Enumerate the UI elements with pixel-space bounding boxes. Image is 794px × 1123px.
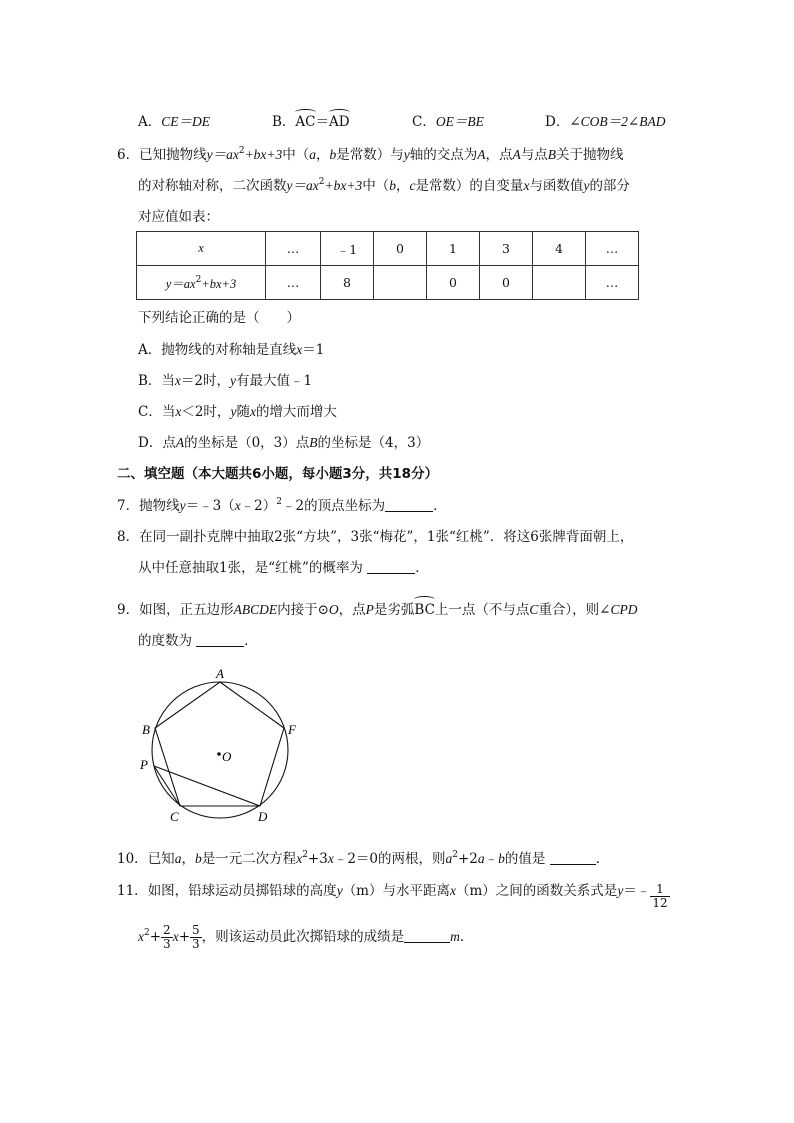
q6-option-c: C．当x＜2时，y随x的增大而增大 (138, 404, 337, 420)
segment-pc (154, 766, 180, 806)
q6-option-a: A．抛物线的对称轴是直线x＝1 (138, 342, 325, 358)
answer-blank[interactable] (550, 851, 596, 865)
label-f: F (288, 722, 296, 737)
table-cell: 3 (480, 232, 533, 266)
fraction: $\frac{1}{12}$ (652, 882, 668, 910)
value-table (136, 231, 639, 300)
segment-pd (154, 766, 260, 806)
answer-blank[interactable] (404, 929, 450, 943)
fraction: $\frac{2}{3}$ (163, 923, 171, 951)
center-point (217, 752, 221, 756)
label-o: O (222, 749, 232, 764)
circle-o (152, 682, 288, 818)
fraction: $\frac{5}{3}$ (192, 923, 200, 951)
q11-line-2: $x^2+$ $\frac{2}{3}$ x+ $\frac{5}{3}$ ，则该运动员此次掷铅球的成绩是 m． (138, 923, 474, 951)
table-cell: … (266, 266, 321, 300)
table-cell (374, 266, 427, 300)
answer-blank[interactable] (367, 560, 415, 574)
q5-option-d: D．∠COB＝2∠BAD (545, 114, 666, 130)
pentagon-circle-figure (138, 664, 308, 826)
label-b: B (142, 722, 150, 737)
table-cell: 1 (427, 232, 480, 266)
q8-line-2: 从中任意抽取1张，是“红桃”的概率为 ． (138, 560, 429, 576)
q5-option-b: B．AC＝AD (272, 114, 350, 130)
q8-line-1: 8．在同一副扑克牌中抽取2张“方块”，3张“梅花”，1张“红桃”．将这6张牌背面朝上， (117, 529, 634, 545)
table-cell: 4 (533, 232, 586, 266)
table-cell: x (137, 232, 266, 266)
q10: 10．已知a，b是一元二次方程$x^2+3x﹣2=0$的两根，则$a^2+2a﹣b$的值是 ． (117, 850, 610, 867)
table-cell: ﹣1 (321, 232, 374, 266)
label-p: P (140, 757, 148, 772)
q6-option-b: B．当x＝2时，y有最大值﹣1 (138, 373, 313, 389)
q9-line-2: 的度数为 ． (138, 633, 258, 649)
arc-bc: BC (414, 602, 435, 618)
q6-line-1: 6．已知抛物线$y=ax^2+bx+3$中（a，b是常数）与y轴的交点为A，点A与点B关于抛物线 (117, 146, 624, 163)
table-cell: … (586, 232, 639, 266)
table-cell: 0 (374, 232, 427, 266)
q6-line-3: 对应值如表： (138, 209, 219, 225)
arc-ad: AD (329, 114, 350, 130)
section-heading: 二、填空题（本大题共6小题，每小题3分，共18分） (117, 466, 439, 482)
pentagon (155, 682, 284, 806)
answer-blank[interactable] (196, 633, 244, 647)
table-row (137, 266, 639, 300)
label-c: C (170, 809, 179, 824)
q11-line-1: 11．如图，铅球运动员掷铅球的高度y（m）与水平距离x（m）之间的函数关系式是y＝﹣ $\frac{1}{12}$ (117, 882, 668, 910)
q7: 7．抛物线y＝﹣3（x﹣2）$^2$﹣2的顶点坐标为 ． (117, 497, 447, 514)
answer-blank[interactable] (385, 498, 433, 512)
q6-prompt: 下列结论正确的是（ ） (138, 310, 300, 326)
arc-ac: AC (295, 114, 316, 130)
table-cell: 0 (427, 266, 480, 300)
table-cell: 8 (321, 266, 374, 300)
q9-line-1: 9．如图，正五边形ABCDE内接于⊙O，点P是劣弧BC上一点（不与点C重合），则∠CPD (117, 602, 638, 618)
q5-option-a: A．CE＝DE (138, 114, 210, 130)
table-cell: … (266, 232, 321, 266)
label-d: D (258, 809, 268, 824)
table-cell (533, 266, 586, 300)
q6-option-d: D．点A的坐标是（0，3）点B的坐标是（4，3） (138, 435, 430, 451)
table-cell: $y=ax^2+bx+3$ (137, 266, 266, 300)
table-cell: 0 (480, 266, 533, 300)
q5-option-c: C．OE＝BE (412, 114, 484, 130)
table-row (137, 232, 639, 266)
label-a: A (216, 666, 224, 681)
table-cell: … (586, 266, 639, 300)
q6-line-2: 的对称轴对称，二次函数$y=ax^2+bx+3$中（b，c是常数）的自变量x与函数值y的部分 (138, 177, 630, 194)
